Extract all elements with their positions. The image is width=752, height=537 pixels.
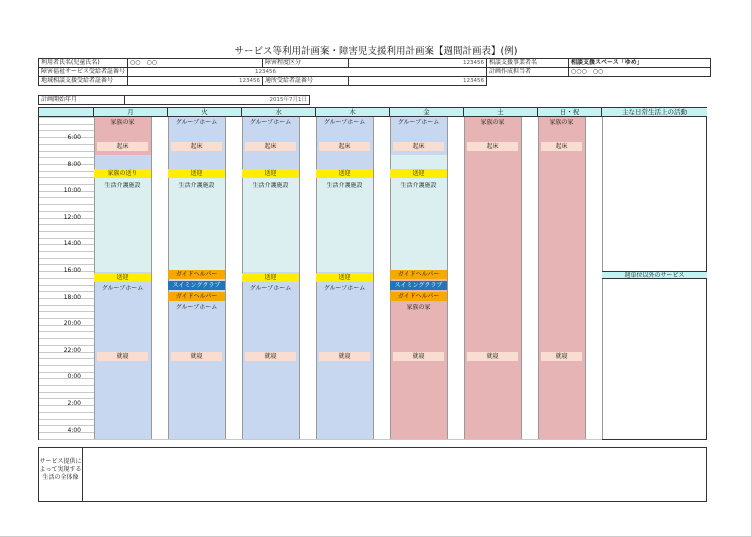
wake-chip: 起床 (467, 142, 518, 151)
time-label: 12:00 (63, 213, 81, 221)
column-divider (585, 117, 586, 439)
day-header-tue: 火 (168, 108, 242, 117)
activity-label: 家族の家 (406, 304, 431, 311)
activity-label: グループホーム (249, 285, 292, 292)
activity-label: グループホーム (323, 285, 366, 292)
info-table (38, 58, 711, 86)
time-label: 6:00 (67, 134, 81, 141)
column-divider (447, 117, 448, 439)
time-label: 2:00 (67, 400, 81, 407)
welfare-cert-value: 123456 (128, 68, 487, 77)
user-name-label: 利用者氏名(児童氏名) (39, 59, 128, 68)
guide-helper-chip: ガイドヘルパー (390, 292, 447, 301)
wake-chip: 起床 (97, 142, 148, 151)
plan-start-value: 2015年7月1日 (125, 96, 310, 105)
swimming-chip: スイミングクラブ (168, 281, 225, 290)
column-gap (299, 117, 316, 439)
column-gap (373, 117, 390, 439)
activity-label: 生活介護施設 (178, 182, 215, 189)
provider-name-value: 相談支援スペース「ゆめ」 (569, 59, 711, 68)
regional-cert-label: 地域相談支援受給者証番号 (39, 77, 128, 86)
transport-chip: 送迎 (168, 169, 225, 178)
wake-chip: 起床 (393, 142, 444, 151)
column-gap (585, 117, 602, 439)
column-divider (225, 117, 226, 439)
transport-chip: 送迎 (242, 169, 299, 178)
side-header: 主な日常生活上の活動 (602, 108, 707, 117)
transport-chip: 送迎 (390, 169, 447, 178)
time-label: 8:00 (67, 160, 81, 168)
regional-cert-value: 123456 (128, 77, 263, 86)
sleep-chip: 就寝 (393, 352, 444, 361)
column-gap (447, 117, 464, 439)
activity-label: 家族の家 (480, 119, 505, 126)
transport-chip: 送迎 (242, 273, 299, 282)
day-header-wed: 水 (242, 108, 316, 117)
activity-label: グループホーム (397, 119, 440, 126)
day-header-thu: 木 (316, 108, 390, 117)
summary-section (38, 447, 707, 502)
activity-label: 家族の家 (549, 119, 574, 126)
transport-chip: 送迎 (94, 273, 151, 282)
sleep-chip: 就寝 (245, 352, 296, 361)
time-label: 16:00 (63, 267, 81, 274)
side-header-2: 週単位以外のサービス (602, 271, 707, 279)
column-divider (538, 117, 539, 439)
column-divider (373, 117, 374, 439)
activity-label: グループホーム (249, 119, 292, 126)
guide-helper-chip: ガイドヘルパー (168, 292, 225, 301)
activity-label: 生活介護施設 (252, 182, 289, 189)
column-divider (521, 117, 522, 439)
sleep-chip: 就寝 (467, 352, 518, 361)
activity-label: グループホーム (175, 119, 218, 126)
user-name-value: ○○ ○○ (128, 59, 263, 68)
activity-label: グループホーム (101, 285, 144, 292)
day-header-fri: 金 (390, 108, 464, 117)
day-header-sat: 土 (464, 108, 538, 117)
column-divider (151, 117, 152, 439)
sleep-chip: 就寝 (171, 352, 222, 361)
time-label: 14:00 (63, 240, 81, 248)
activity-label: 家族の家 (110, 119, 135, 126)
transport-chip: 家族の送り (94, 169, 151, 178)
time-label: 20:00 (63, 320, 81, 328)
time-label: 0:00 (67, 373, 81, 381)
column-gap (225, 117, 242, 439)
time-label: 4:00 (67, 426, 81, 434)
time-label: 10:00 (63, 187, 81, 195)
wake-chip: 起床 (245, 142, 296, 151)
day-header-mon: 月 (94, 108, 168, 117)
activity-label: 生活介護施設 (326, 182, 363, 189)
activity-label: グループホーム (175, 304, 218, 311)
blank-cell (569, 77, 711, 86)
activity-label: 生活介護施設 (400, 182, 437, 189)
disability-level-label: 障害程度区分 (263, 59, 349, 68)
column-divider (464, 117, 465, 439)
transport-chip: 送迎 (316, 273, 373, 282)
sleep-chip: 就寝 (97, 352, 148, 361)
column-gap (521, 117, 538, 439)
guide-helper-chip: ガイドヘルパー (390, 270, 447, 279)
plan-start-label: 計画開始年月 (39, 96, 125, 105)
time-header (39, 108, 94, 117)
column-gap (151, 117, 168, 439)
welfare-cert-label: 障害福祉サービス受給者証番号 (39, 68, 128, 77)
activity-label: 生活介護施設 (104, 182, 141, 189)
wake-chip: 起床 (319, 142, 370, 151)
time-label: 18:00 (63, 293, 81, 301)
swimming-chip: スイミングクラブ (390, 281, 447, 290)
summary-label: サービス提供によって実現する生活の全体像 (39, 448, 83, 501)
wake-chip: 起床 (541, 142, 582, 151)
plan-start-row (38, 95, 310, 105)
sleep-chip: 就寝 (541, 352, 582, 361)
transport-chip: 送迎 (316, 169, 373, 178)
blank-cell (487, 77, 569, 86)
facility-cert-label: 通所受給者証番号 (263, 77, 349, 86)
facility-cert-value: 123456 (349, 77, 487, 86)
weekly-schedule-grid (38, 107, 707, 440)
planner-value: ○○○ ○○ (569, 68, 711, 77)
guide-helper-chip: ガイドヘルパー (168, 270, 225, 279)
sleep-chip: 就寝 (319, 352, 370, 361)
time-label: 22:00 (63, 346, 81, 354)
provider-name-label: 相談支援事業者名 (487, 59, 569, 68)
disability-level-value: 123456 (349, 59, 487, 68)
page-title: サービス等利用計画案・障害児支援利用計画案【週間計画表】(例) (234, 46, 518, 57)
wake-chip: 起床 (171, 142, 222, 151)
column-divider (299, 117, 300, 439)
day-header-sun: 日・祝 (538, 108, 602, 117)
activity-label: グループホーム (323, 119, 366, 126)
planner-label: 計画作成担当者 (487, 68, 569, 77)
